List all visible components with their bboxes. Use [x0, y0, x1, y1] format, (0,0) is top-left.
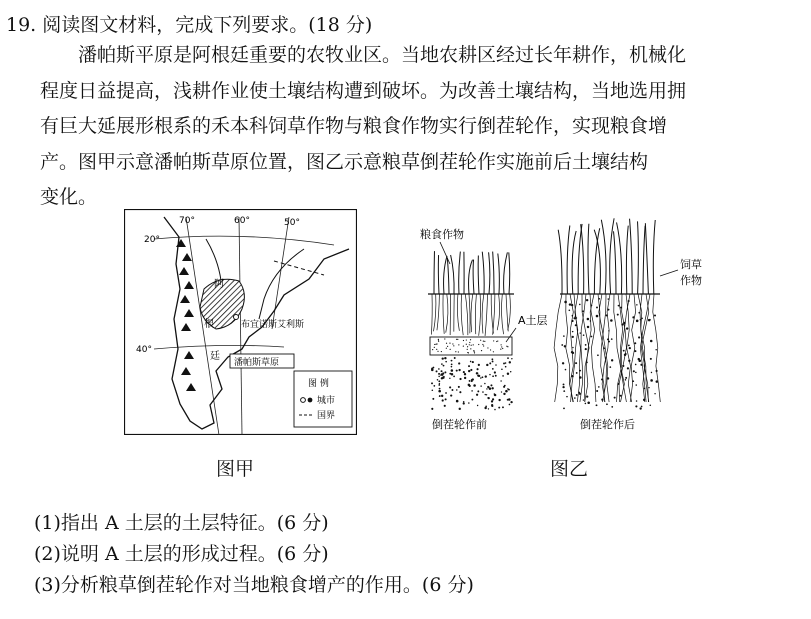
sub-question-1: (1)指出 A 土层的土层特征。(6 分) — [34, 512, 329, 534]
lat-label-20: 20° — [144, 235, 160, 245]
lon-label-50: 50° — [284, 218, 300, 228]
text-line: 变化。 — [40, 186, 98, 208]
figure-b-caption: 图乙 — [550, 458, 589, 480]
text-line: 潘帕斯平原是阿根廷重要的农牧业区。当地农耕区经过长年耕作，机械化 — [78, 44, 687, 66]
legend-city-icon — [301, 398, 306, 403]
country-char-1: 阿 — [214, 279, 224, 290]
question-title: 19. 阅读图文材料，完成下列要求。(18 分) — [6, 14, 373, 36]
question-text — [40, 38, 805, 216]
sub-question-2: (2)说明 A 土层的形成过程。(6 分) — [34, 543, 329, 565]
grass-leader — [660, 270, 678, 276]
legend-capital-icon — [308, 398, 313, 403]
region-label: 潘帕斯草原 — [234, 358, 280, 368]
legend-city-label: 城市 — [317, 396, 336, 406]
after-label: 倒茬轮作后 — [580, 418, 635, 431]
lon-label-70: 70° — [179, 216, 195, 226]
lat-label-40: 40° — [136, 345, 152, 355]
lon-label-60: 60° — [234, 216, 250, 226]
legend-title: 图 例 — [308, 379, 329, 389]
figure-a-map — [124, 209, 357, 435]
figure-a-caption: 图甲 — [216, 458, 255, 480]
crop-label: 粮食作物 — [420, 228, 464, 241]
roots-before — [431, 294, 510, 336]
grass-label-1: 饲草 — [680, 258, 702, 271]
soil-particles-before — [431, 357, 513, 410]
legend-border-label: 国界 — [317, 411, 336, 421]
figure-b-soil — [410, 212, 710, 442]
country-char-3: 廷 — [210, 351, 220, 362]
city-marker — [234, 315, 239, 320]
text-line: 产。图甲示意潘帕斯草原位置，图乙示意粮草倒茬轮作实施前后土壤结构 — [40, 150, 649, 173]
country-char-2: 根 — [204, 319, 214, 330]
layer-label: A土层 — [518, 314, 548, 327]
grass-plants-after — [558, 218, 655, 294]
text-line: 有巨大延展形根系的禾本科饲草作物与粮食作物实行倒茬轮作，实现粮食增 — [40, 115, 668, 137]
sub-question-3: (3)分析粮草倒茬轮作对当地粮食增产的作用。(6 分) — [34, 574, 474, 596]
crop-plants-before — [434, 251, 510, 294]
grass-label-2: 作物 — [680, 274, 702, 287]
text-line: 程度日益提高，浅耕作业使土壤结构遭到破坏。为改善土壤结构，当地选用拥 — [40, 79, 687, 102]
before-label: 倒茬轮作前 — [432, 418, 487, 431]
crop-leader — [440, 242, 450, 264]
city-label: 布宜诺斯艾利斯 — [241, 320, 305, 330]
